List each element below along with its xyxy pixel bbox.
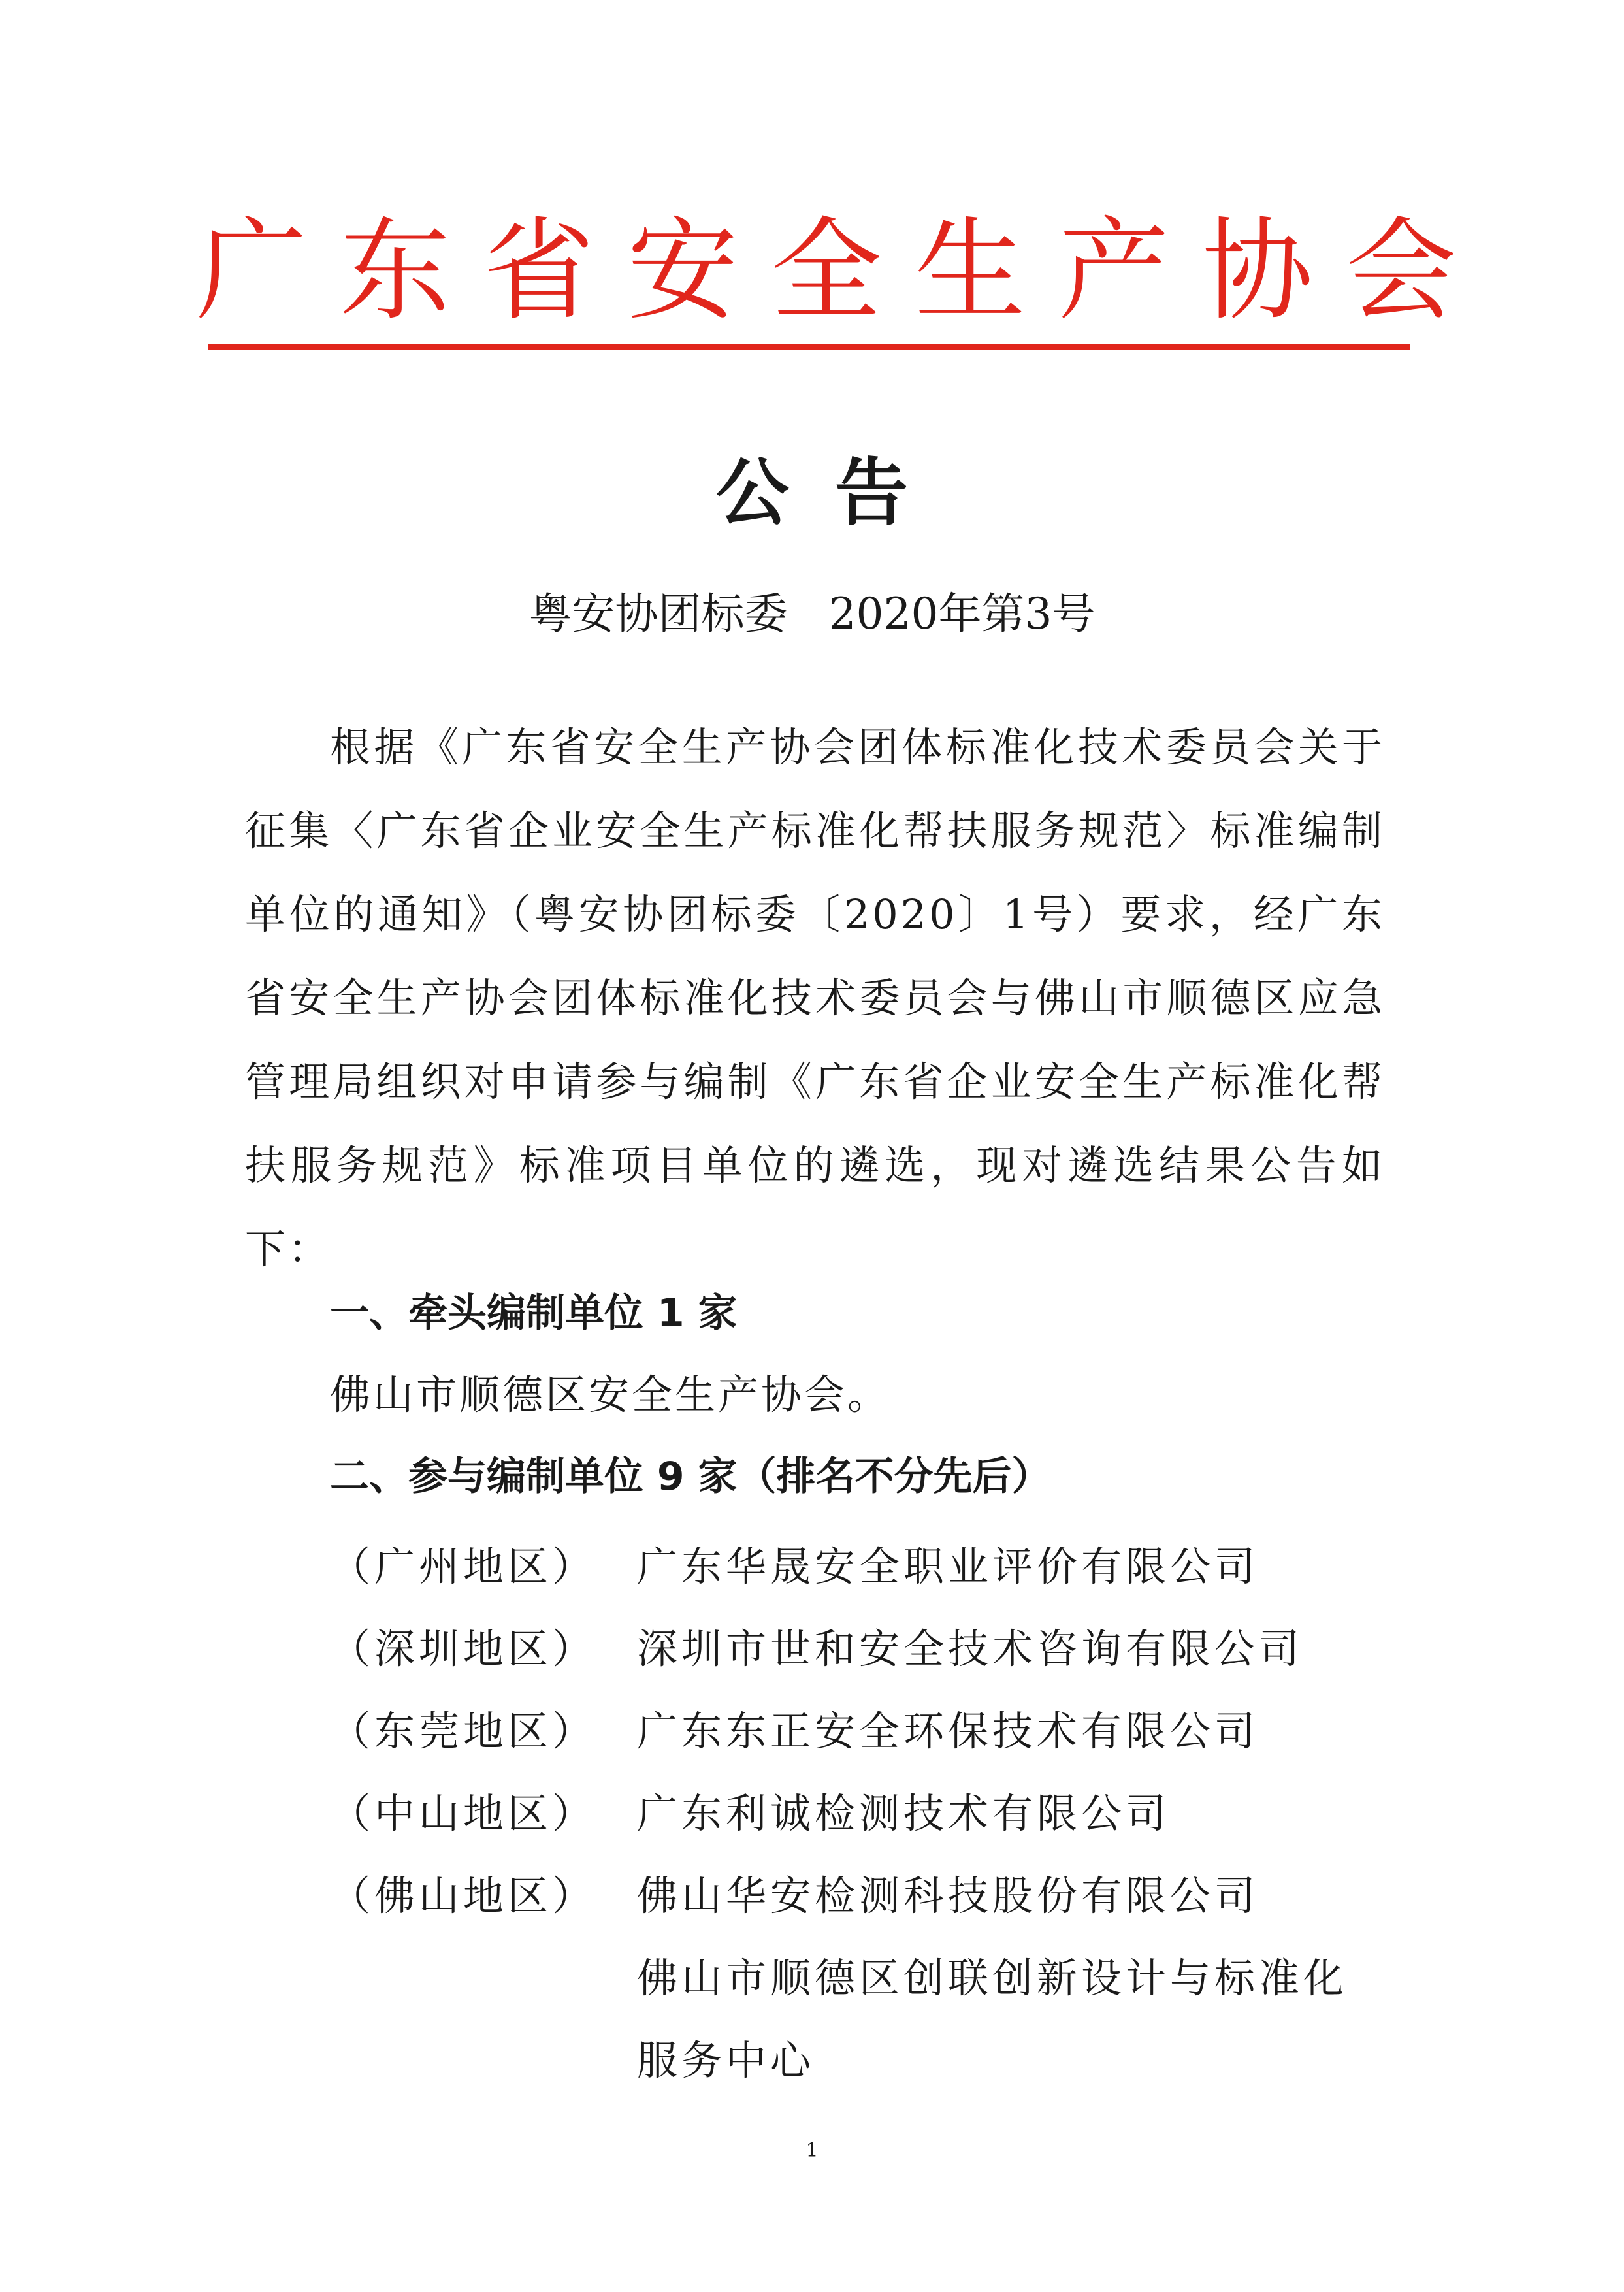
document-number: 粤安协团标委 2020年第3号: [528, 589, 1096, 639]
page-number: 1: [805, 2139, 819, 2162]
company-name: 广东东正安全环保技术有限公司: [637, 1707, 1259, 1755]
participant-row: [330, 1608, 1388, 1690]
region-label: （广州地区）: [330, 1543, 597, 1590]
participant-row: [330, 1855, 1388, 2102]
notice-title: 公告: [716, 450, 954, 536]
participants-list: [330, 1526, 1388, 2102]
company-name: 佛山市顺德区创联创新设计与标准化服务中心: [637, 1954, 1348, 2084]
header-red-rule: [208, 344, 1410, 350]
region-label: （东莞地区）: [330, 1707, 597, 1755]
participants-heading: 二、参与编制单位 9 家（排名不分先后）: [330, 1454, 1051, 1499]
company-name: 广东华晟安全职业评价有限公司: [637, 1543, 1259, 1590]
lead-unit-heading: 一、牵头编制单位 1 家: [330, 1290, 738, 1336]
participant-row: [330, 1690, 1388, 1773]
company-name: 深圳市世和安全技术咨询有限公司: [637, 1625, 1304, 1673]
region-label: （深圳地区）: [330, 1625, 597, 1673]
body-paragraph: 根据《广东省安全生产协会团体标准化技术委员会关于征集〈广东省企业安全生产标准化帮扶服务规范〉标准编制单位的通知》（粤安协团标委〔2020〕1号）要求，经广东省安全生产协会团体标准化技术委员会与佛山市顺德区应急管理局组织对申请参与编制《广东省企业安全生产标准化帮扶服务规范》标准项目单位的遴选，现对遴选结果公告如下：: [245, 723, 1385, 1273]
company-name: 佛山华安检测科技股份有限公司: [637, 1872, 1259, 1920]
participant-row: [330, 1773, 1388, 1855]
organization-header: 广东省安全生产协会: [196, 206, 1490, 336]
lead-unit-name: 佛山市顺德区安全生产协会。: [330, 1371, 891, 1418]
region-label: （佛山地区）: [330, 1872, 597, 1920]
participant-row: [330, 1526, 1388, 1608]
company-name: 广东利诚检测技术有限公司: [637, 1790, 1171, 1837]
region-label: （中山地区）: [330, 1790, 597, 1837]
